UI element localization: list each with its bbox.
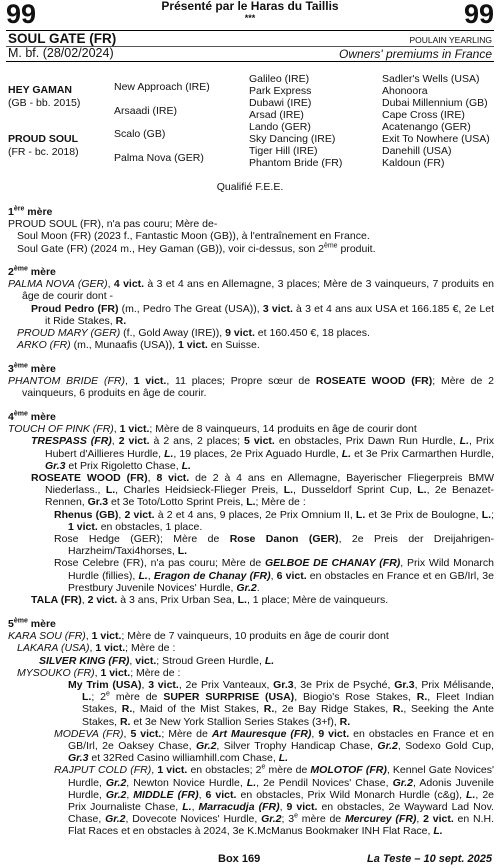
dam-line: TOUCH OF PINK (FR), 1 vict.; Mère de 8 vainqueurs, 14 produits en âge de courir dont xyxy=(8,423,417,436)
produce-line: MYSOUKO (FR), 1 vict.; Mère de : xyxy=(17,666,181,679)
gen3-5: Lando (GER) xyxy=(249,121,311,133)
gen3-6: Sky Dancing (IRE) xyxy=(249,133,336,145)
gen3-8: Phantom Bride (FR) xyxy=(249,157,343,169)
dam-line: PALMA NOVA (GER), 4 vict. à 3 et 4 ans en Allemagne, 3 places; Mère de 3 vainqueurs, 7 produits en âge de courir dont - xyxy=(8,278,494,303)
produce-line: TRESPASS (FR), 2 vict. à 2 ans, 2 places; 5 vict. en obstacles, Prix Dawn Run Hurdle, L., Prix Hubert d'Aillieres Hurdle, L., 19 places, 2e Prix Aguado Hurdle, L. et 3e Prix Carmarthen Hurdle, Gr.3 et Prix Rigoletto Chase, L. xyxy=(31,435,494,472)
produce-line: My Trim (USA), 3 vict., 2e Prix Vanteaux, Gr.3, 3e Prix de Psyché, Gr.3, Prix Mélisande, L.; 2e mère de SUPER SURPRISE (USA), Biogio's Rose Stakes, R., Fleet Indian Stakes, R., Maid of the Mist Stakes, R., 2e Bay Ridge Stakes, R., Seeking the Ante Stakes, R. et 3e New York Stallion Series Stakes (3+f), R. xyxy=(68,679,495,728)
dam-info: (FR - bc. 2018) xyxy=(8,146,79,158)
section-fifth-dam xyxy=(8,618,494,838)
gen3-3: Dubawi (IRE) xyxy=(249,97,312,109)
gen3-7: Tiger Hill (IRE) xyxy=(249,145,318,157)
section-title: 4ème mère xyxy=(8,410,56,423)
produce-line: Soul Moon (FR) (2023 f., Fantastic Moon (GB)), à l'entraînement en France. xyxy=(17,230,370,243)
dam-line: KARA SOU (FR), 1 vict.; Mère de 7 vainqueurs, 10 produits en âge de courir dont xyxy=(8,630,389,643)
produce-line: Rose Hedge (GER); Mère de Rose Danon (GER), 2e Preis der Dreijahrigen-Harzheim/Taxi4horses, L. xyxy=(54,533,495,558)
gen4-2: Ahonoora xyxy=(382,85,428,97)
gen2-sire-sire: New Approach (IRE) xyxy=(114,81,210,93)
section-title: 5ème mère xyxy=(8,617,56,630)
produce-line: RAJPUT COLD (FR), 1 vict. en obstacles; 2e mère de MOLOTOF (FR), Kennel Gate Novices' Hurdle, Gr.2, Newton Novice Hurdle, L., 2e Pendil Novices' Chase, Gr.2, Adonis Juvenile Hurdle, Gr.2, MIDDLE (FR), 6 vict. en obstacles, Prix Wild Monarch Hurdle (c&g), L., 2e Prix Journaliste Chase, L., Marracudja (FR), 9 vict. en obstacles, 2e Wayward Lad Nov. Chase, Gr.2, Dovecote Novices' Hurdle, Gr.2; 3e mère de Mercurey (FR), 2 vict. en N.H. Flat Races et en obstacles à 2024, 3e K.McManus Bookmaker INH Flat Race, L. xyxy=(54,763,495,838)
horse-details: M. bf. (28/02/2024) xyxy=(8,46,114,60)
produce-line: SILVER KING (FR), vict.; Stroud Green Hurdle, L. xyxy=(39,654,275,667)
lot-number-right: 99 xyxy=(463,0,494,29)
sire-name: HEY GAMAN xyxy=(8,84,72,96)
section-second-dam xyxy=(8,266,494,351)
gen4-7: Danehill (USA) xyxy=(382,145,452,157)
section-title: 2ème mère xyxy=(8,265,56,278)
produce-line: PROUD MARY (GER) (f., Gold Away (IRE)), 9 vict. et 160.450 €, 18 places. xyxy=(17,327,370,340)
dam-line: PROUD SOUL (FR), n'a pas couru; Mère de- xyxy=(8,218,218,231)
qualification: Qualifié F.E.E. xyxy=(216,181,284,193)
section-title: 1ère mère xyxy=(8,205,53,218)
gen4-4: Cape Cross (IRE) xyxy=(382,109,465,121)
horse-premiums: Owners' premiums in France xyxy=(339,47,492,61)
lot-number-left: 99 xyxy=(6,0,37,29)
bottom-header-rule xyxy=(6,61,494,62)
gen3-1: Galileo (IRE) xyxy=(249,73,310,85)
gen3-2: Park Express xyxy=(249,85,312,97)
produce-line: Soul Gate (FR) (2024 m., Hey Gaman (GB)), voir ci-dessus, son 2ème produit. xyxy=(17,242,376,255)
gen2-sire-dam: Arsaadi (IRE) xyxy=(114,105,178,117)
produce-line: Rose Celebre (FR), n'a pas couru; Mère de GELBOE DE CHANAY (FR), Prix Wild Monarch Hurdle (fillies), L., Eragon de Chanay (FR), 6 vict. en obstacles en France et en GB/Irl, 3e Prestbury Juvenile Novices' Hurdle, Gr.2. xyxy=(54,557,494,594)
produce-line: MODEVA (FR), 5 vict.; Mère de Art Mauresque (FR), 9 vict. en obstacles en France et en GB/Irl, 2e Oaksey Chase, Gr.2, Silver Trophy Handicap Chase, Gr.2, Sodexo Gold Cup, Gr.3 et 32Red Casino williamhill.com Chase, L. xyxy=(54,727,495,765)
section-fourth-dam xyxy=(8,411,494,606)
produce-line: ROSEATE WOOD (FR), 8 vict. de 2 à 4 ans en Allemagne, Bayerischer Fliegerpreis BMW Niederlass., L., Charles Heidsieck-Flieger Preis, L., Dusseldorf Sprint Cup, L., 2e Benazet-Rennen, Gr.3 et 3e Toto/Lotto Sprint Preis, L.; Mère de : xyxy=(31,472,494,509)
gen4-5: Acatenango (GER) xyxy=(382,121,471,133)
section-third-dam xyxy=(8,363,494,400)
dam-name: PROUD SOUL xyxy=(8,133,79,145)
gen2-dam-sire: Scalo (GB) xyxy=(114,128,166,140)
gen3-4: Arsad (IRE) xyxy=(249,109,304,121)
horse-name: SOUL GATE (FR) xyxy=(8,31,117,46)
produce-line: ARKO (FR) (m., Munaafis (USA)), 1 vict. en Suisse. xyxy=(17,339,260,352)
footer-sale: La Teste – 10 sept. 2025 xyxy=(367,853,492,865)
gen4-8: Kaldoun (FR) xyxy=(382,157,445,169)
section-title: 3ème mère xyxy=(8,362,56,375)
produce-line: Rhenus (GB), 2 vict. à 2 et 4 ans, 9 places, 2e Prix Omnium II, L. et 3e Prix de Boulogne, L.; 1 vict. en obstacles, 1 place. xyxy=(54,508,494,533)
dam-line: PHANTOM BRIDE (FR), 1 vict., 11 places; Propre sœur de ROSEATE WOOD (FR); Mère de 2 vainqueurs, 6 produits en âge de courir. xyxy=(8,375,494,400)
produce-line: Proud Pedro (FR) (m., Pedro The Great (USA)), 3 vict. à 3 et 4 ans aux USA et 166.185 €, 2e Let it Ride Stakes, R. xyxy=(31,302,494,327)
gen4-3: Dubai Millennium (GB) xyxy=(382,97,488,109)
horse-category: POULAIN YEARLING xyxy=(409,35,492,45)
stars: *** xyxy=(244,13,256,23)
produce-line: TALA (FR), 2 vict. à 3 ans, Prix Urban Sea, L., 1 place; Mère de vainqueurs. xyxy=(31,594,389,607)
produce-line: LAKARA (USA), 1 vict.; Mère de : xyxy=(17,642,176,655)
footer-box: Box 169 xyxy=(218,853,261,865)
gen4-6: Exit To Nowhere (USA) xyxy=(382,133,490,145)
gen2-dam-dam: Palma Nova (GER) xyxy=(114,152,204,164)
sire-info: (GB - bb. 2015) xyxy=(8,97,81,109)
gen4-1: Sadler's Wells (USA) xyxy=(382,73,480,85)
section-first-dam xyxy=(8,206,494,255)
presenter: Présenté par le Haras du Taillis xyxy=(161,0,339,13)
